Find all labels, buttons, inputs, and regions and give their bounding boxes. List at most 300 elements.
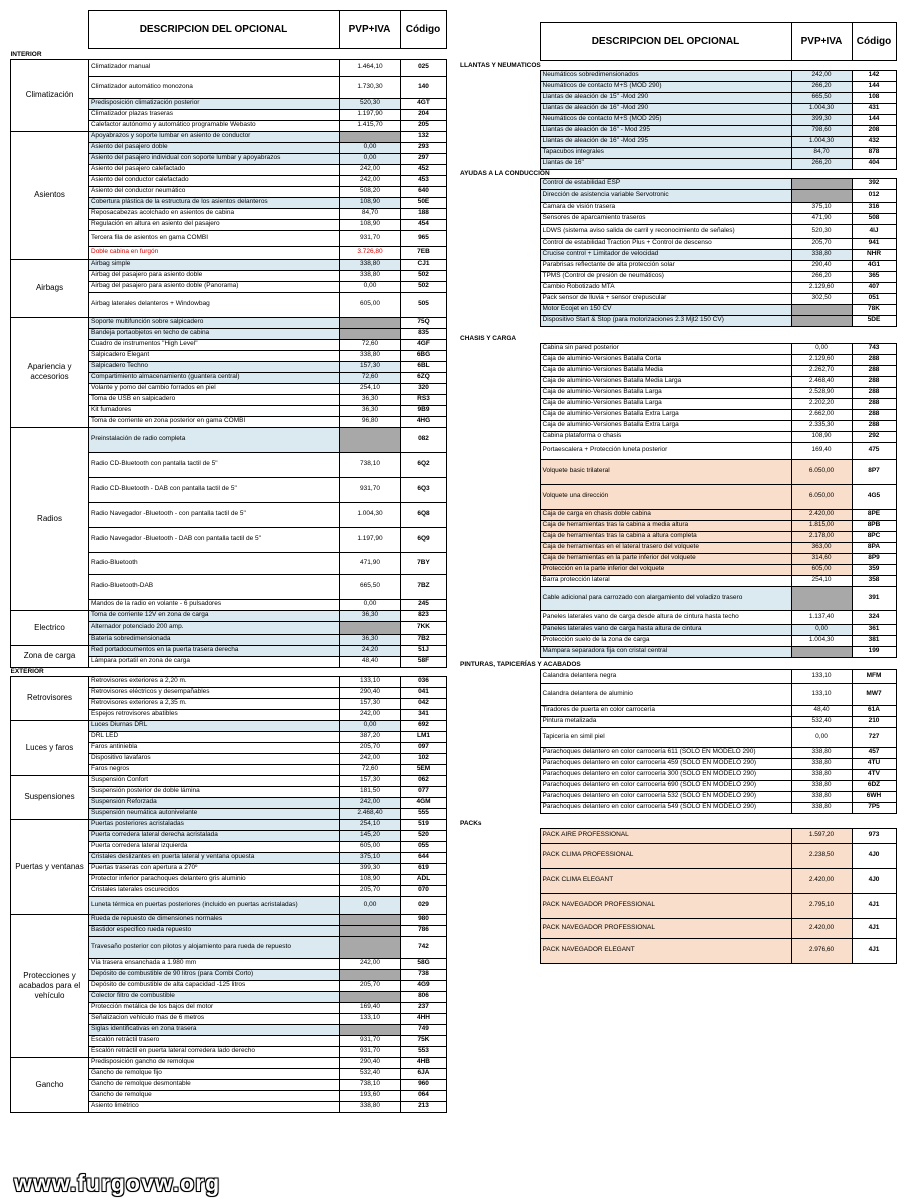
option-description: Retrovisores exteriores a 2,20 m. (89, 676, 340, 687)
option-description: Batería sobredimensionada (89, 634, 340, 645)
option-description: Suspensión neumática autonivelante (89, 808, 340, 819)
option-price: 338,80 (791, 747, 852, 758)
option-price: 205,70 (791, 238, 852, 249)
option-price: 3.726,80 (340, 246, 401, 259)
option-description: Siglas identificativas en zona trasera (89, 1024, 340, 1035)
option-code: 475 (852, 442, 896, 459)
option-description: Control de estabilidad ESP (540, 178, 791, 189)
option-price: 1.730,30 (340, 76, 401, 98)
option-price: 133,10 (340, 676, 401, 687)
option-price: 0,00 (340, 153, 401, 164)
option-description: Compartimiento almacenamiento (guantera central) (89, 372, 340, 383)
option-price: 532,40 (340, 1068, 401, 1079)
option-price: 2.129,60 (791, 282, 852, 293)
option-code: 204 (401, 109, 447, 120)
option-description: Portaescalera + Protección luneta posterior (540, 442, 791, 459)
option-price: 84,70 (791, 147, 852, 158)
option-description: Gancho de remolque fijo (89, 1068, 340, 1079)
option-code: 4J0 (852, 868, 896, 893)
option-description: Red portadocumentos en la puerta trasera derecha (89, 645, 340, 656)
option-price: 338,80 (791, 769, 852, 780)
option-price: 254,10 (340, 819, 401, 830)
option-description: Barra protección lateral (540, 575, 791, 586)
option-code: 7BZ (401, 574, 447, 599)
section-title: PINTURAS, TAPICERÍAS Y ACABADOS (460, 661, 581, 668)
option-description: Llantas de 16" (540, 158, 791, 169)
option-code: 144 (852, 114, 896, 125)
option-price: 798,60 (791, 125, 852, 136)
option-code: 4lJ (852, 224, 896, 238)
option-code: CJ1 (401, 259, 447, 270)
option-description: Caja de aluminio-Versiones Batalla Extra Larga (540, 409, 791, 420)
option-price: 290,40 (340, 687, 401, 698)
option-code: 208 (852, 125, 896, 136)
option-description: Preinstalación de radio completa (89, 427, 340, 452)
option-price: 2.976,60 (791, 938, 852, 963)
option-code: 051 (852, 293, 896, 304)
option-code: 077 (401, 786, 447, 797)
option-price: 1.197,90 (340, 109, 401, 120)
option-code: 293 (401, 142, 447, 153)
category-spacer (460, 343, 540, 657)
option-code: 359 (852, 564, 896, 575)
option-price: 36,30 (340, 610, 401, 621)
option-code: 835 (401, 328, 447, 339)
section-title: LLANTAS Y NEUMATICOS (460, 62, 541, 69)
option-price: 399,30 (791, 114, 852, 125)
option-code: 292 (852, 431, 896, 442)
option-description: Caja de aluminio-Versiones Batalla Extra Larga (540, 420, 791, 431)
option-price: 2.528,90 (791, 387, 852, 398)
option-code: ADL (401, 874, 447, 885)
option-description: Asiento del pasajero doble (89, 142, 340, 153)
option-description: Mandos de la radio en volante - 6 pulsadores (89, 599, 340, 610)
option-code: 502 (401, 281, 447, 292)
option-description: Asiento del conductor calefactado (89, 175, 340, 186)
option-description: Kit fumadores (89, 405, 340, 416)
option-code: 8PA (852, 542, 896, 553)
option-description: Neumáticos de contacto M+S (MOD 290) (540, 81, 791, 92)
option-description: Parachoques delantero en color carrocería 300 (SOLO EN MODELO 290) (540, 769, 791, 780)
option-code: 786 (401, 925, 447, 936)
option-description: Radio-Bluetooth-DAB (89, 574, 340, 599)
option-description: Climatizador manual (89, 59, 340, 76)
option-description: Radio CD-Bluetooth con pantalla tactil de 5" (89, 452, 340, 477)
option-price: 254,10 (791, 575, 852, 586)
option-price: 302,50 (791, 293, 852, 304)
option-price: 242,00 (340, 797, 401, 808)
section-row (11, 667, 447, 676)
option-description: Airbag del pasajero para asiento doble (89, 270, 340, 281)
option-code: 432 (852, 136, 896, 147)
option-code: 457 (852, 747, 896, 758)
option-code: 4J1 (852, 938, 896, 963)
option-price: 290,40 (340, 1057, 401, 1068)
option-description: Protección suelo de la zona de carga (540, 635, 791, 646)
category-label: Protecciones y acabados para el vehículo (11, 914, 89, 1057)
option-code: 036 (401, 676, 447, 687)
option-description: TPMS (Control de presión de neumáticos) (540, 271, 791, 282)
option-code: 431 (852, 103, 896, 114)
category-label: Luces y faros (11, 720, 89, 775)
option-price (791, 315, 852, 326)
option-price: 338,80 (340, 270, 401, 281)
option-code: 213 (401, 1101, 447, 1112)
option-price: 2.420,00 (791, 509, 852, 520)
option-code: 555 (401, 808, 447, 819)
option-code: 316 (852, 202, 896, 213)
option-description: PACK NAVEGADOR PROFESSIONAL (540, 918, 791, 938)
option-description: Caja de aluminio-Versiones Batalla Larga (540, 398, 791, 409)
option-description: Caja de aluminio-Versiones Batalla Media Larga (540, 376, 791, 387)
option-row (460, 669, 896, 683)
option-description: Cristales laterales oscurecidos (89, 885, 340, 896)
option-price: 6.050,00 (791, 459, 852, 484)
option-description: Cambio Robotizado MTA (540, 282, 791, 293)
option-code: 108 (852, 92, 896, 103)
option-code: 4GT (401, 98, 447, 109)
option-code: 6ZQ (401, 372, 447, 383)
option-description: Airbag simple (89, 259, 340, 270)
option-price: 205,70 (340, 742, 401, 753)
option-price: 532,40 (791, 716, 852, 727)
option-description: Llantas de aleación de 15" -Mod 290 (540, 92, 791, 103)
option-price: 931,70 (340, 477, 401, 502)
option-row (11, 775, 447, 786)
option-price: 2.129,60 (791, 354, 852, 365)
option-code: LM1 (401, 731, 447, 742)
option-code: 75Q (401, 317, 447, 328)
option-price: 108,90 (791, 431, 852, 442)
option-row (460, 343, 896, 354)
option-row (11, 610, 447, 621)
option-price: 0,00 (340, 142, 401, 153)
option-description: Asiento limétrico (89, 1101, 340, 1112)
option-description: Parachoques delantero en color carrocería 611 (SOLO EN MODELO 290) (540, 747, 791, 758)
option-price: 363,00 (791, 542, 852, 553)
option-description: Puertas posteriores acristaladas (89, 819, 340, 830)
option-code: 75K (401, 1035, 447, 1046)
option-code: 878 (852, 147, 896, 158)
option-price: 2.468,40 (791, 376, 852, 387)
option-description: Caja de aluminio-Versiones Batalla Corta (540, 354, 791, 365)
section-title: EXTERIOR (10, 668, 44, 675)
option-description: LDWS (sistema aviso salida de carril y reconocimiento de señales) (540, 224, 791, 238)
option-code: 4HH (401, 1013, 447, 1024)
option-description: Lámpara portatil en zona de carga (89, 656, 340, 667)
option-description: Tapacubos integrales (540, 147, 791, 158)
option-row (11, 131, 447, 142)
option-description: Parachoques delantero en color carrocería 549 (SOLO EN MODELO 290) (540, 802, 791, 813)
option-row (11, 427, 447, 452)
option-code: 640 (401, 186, 447, 197)
option-code: 502 (401, 270, 447, 281)
option-price (340, 936, 401, 958)
option-code: 8P7 (852, 459, 896, 484)
option-code: 823 (401, 610, 447, 621)
option-description: Puertas traseras con apertura a 270º (89, 863, 340, 874)
option-description: Llantas de aleación de 16" - Mod 295 (540, 125, 791, 136)
category-label: Radios (11, 427, 89, 610)
header-description: DESCRIPCION DEL OPCIONAL (88, 11, 339, 49)
option-code: 381 (852, 635, 896, 646)
option-description: Toma de corriente 12V en zona de carga (89, 610, 340, 621)
option-description: Tiradores de puerta en color carrocería (540, 705, 791, 716)
option-code: 358 (852, 575, 896, 586)
option-description: Tapicería en simil piel (540, 727, 791, 747)
option-price (340, 925, 401, 936)
option-code: 6Q9 (401, 527, 447, 552)
option-price: 133,10 (340, 1013, 401, 1024)
option-description: Dirección de asistencia variable Servotronic (540, 189, 791, 202)
option-description: PACK NAVEGADOR PROFESSIONAL (540, 893, 791, 918)
option-description: Cabina sin pared posterior (540, 343, 791, 354)
option-code: 61A (852, 705, 896, 716)
header-description: DESCRIPCION DEL OPCIONAL (540, 23, 791, 61)
option-description: Caja de carga en chasis doble cabina (540, 509, 791, 520)
option-description: Depósito de combustible de 90 litros (para Combi Corto) (89, 969, 340, 980)
option-description: Control de estabilidad Traction Plus + Control de descenso (540, 238, 791, 249)
option-code: 041 (401, 687, 447, 698)
option-price: 36,30 (340, 405, 401, 416)
option-description: Doble cabina en furgón (89, 246, 340, 259)
category-label: Zona de carga (11, 645, 89, 667)
option-code: 4G9 (401, 980, 447, 991)
option-description: Cuadro de instrumentos "High Level" (89, 339, 340, 350)
option-row (11, 317, 447, 328)
option-code: 6DZ (852, 780, 896, 791)
option-description: Soporte multifunción sobre salpicadero (89, 317, 340, 328)
category-spacer (460, 178, 540, 326)
option-description: Airbag laterales delanteros + Windowbag (89, 292, 340, 317)
right-header (460, 22, 897, 61)
option-price (340, 427, 401, 452)
option-price: 338,80 (791, 802, 852, 813)
option-price: 0,00 (340, 896, 401, 914)
option-code: 51J (401, 645, 447, 656)
option-description: Apoyabrazos y soporte lumbar en asiento de conductor (89, 131, 340, 142)
option-code: 341 (401, 709, 447, 720)
option-price: 0,00 (791, 727, 852, 747)
option-code: 7B2 (401, 634, 447, 645)
right-options-table (460, 61, 897, 964)
option-code: 58G (401, 958, 447, 969)
option-description: Parachoques delantero en color carrocería 532 (SOLO EN MODELO 290) (540, 791, 791, 802)
option-code: 520 (401, 830, 447, 841)
option-code: 324 (852, 610, 896, 624)
option-code: 8P9 (852, 553, 896, 564)
option-description: Volquete basic trilateral (540, 459, 791, 484)
option-description: Parachoques delantero en color carrocería 459 (SOLO EN MODELO 290) (540, 758, 791, 769)
option-price: 375,10 (791, 202, 852, 213)
option-description: Llantas de aleación de 16" -Mod 290 (540, 103, 791, 114)
option-description: Gancho de remolque desmontable (89, 1079, 340, 1090)
option-description: Rueda de repuesto de dimensiones normales (89, 914, 340, 925)
option-row (11, 1057, 447, 1068)
option-code: 4G1 (852, 260, 896, 271)
option-description: Asiento del conductor neumático (89, 186, 340, 197)
option-description: Suspensión posterior de doble lámina (89, 786, 340, 797)
option-description: Volquete una dirección (540, 484, 791, 509)
section-title: AYUDAS A LA CONDUCCIÓN (460, 170, 550, 177)
option-price: 1.464,10 (340, 59, 401, 76)
option-description: Radio-Bluetooth (89, 552, 340, 574)
option-price: 48,40 (340, 656, 401, 667)
option-code: 8PC (852, 531, 896, 542)
option-code: 140 (401, 76, 447, 98)
option-code: 727 (852, 727, 896, 747)
section-title: INTERIOR (10, 51, 42, 58)
option-price: 931,70 (340, 230, 401, 246)
category-label: Retrovisores (11, 676, 89, 720)
option-price: 1.137,40 (791, 610, 852, 624)
option-code: 4GM (401, 797, 447, 808)
option-code: 288 (852, 387, 896, 398)
option-row (11, 259, 447, 270)
option-code: MW7 (852, 683, 896, 705)
option-code: 5DE (852, 315, 896, 326)
option-code: 4TV (852, 769, 896, 780)
option-row (11, 819, 447, 830)
option-price: 242,00 (340, 709, 401, 720)
option-price: 108,90 (340, 219, 401, 230)
section-row (11, 49, 447, 59)
option-price: 605,00 (340, 841, 401, 852)
option-code: 288 (852, 409, 896, 420)
option-code: 453 (401, 175, 447, 186)
option-description: Alternador potenciado 200 amp. (89, 621, 340, 634)
option-price: 266,20 (791, 271, 852, 282)
option-code: 743 (852, 343, 896, 354)
option-price: 0,00 (340, 720, 401, 731)
option-code: 205 (401, 120, 447, 131)
option-description: Motor Ecojet en 150 CV (540, 304, 791, 315)
option-code: 025 (401, 59, 447, 76)
option-description: Caja de aluminio-Versiones Batalla Larga (540, 387, 791, 398)
option-description: Neumáticos de contacto M+S (MOD 295) (540, 114, 791, 125)
watermark: www.furgovw.org (14, 1170, 221, 1196)
option-row (460, 828, 896, 843)
option-code: 042 (401, 698, 447, 709)
option-description: Climatizador automático monozona (89, 76, 340, 98)
option-description: Retrovisores eléctricos y desempañables (89, 687, 340, 698)
option-description: Cable adicional para carrozado con alargamiento del voladizo trasero (540, 586, 791, 610)
option-description: Escalón retráctil en puerta lateral corredera lado derecho (89, 1046, 340, 1057)
option-description: Cabina plataforma o chasis (540, 431, 791, 442)
option-code: 062 (401, 775, 447, 786)
left-options-table (10, 49, 447, 1113)
option-row (11, 676, 447, 687)
option-description: Predisposición climatización posterior (89, 98, 340, 109)
option-code: 553 (401, 1046, 447, 1057)
option-description: Asiento del pasajero individual con soporte lumbar y apoyabrazos (89, 153, 340, 164)
option-price: 242,00 (791, 70, 852, 81)
option-price: 24,20 (340, 645, 401, 656)
option-price: 665,50 (340, 574, 401, 599)
option-price: 36,30 (340, 634, 401, 645)
option-description: DRL LED (89, 731, 340, 742)
option-description: Caja de herramientas en la parte inferior del volquete (540, 553, 791, 564)
option-description: Faros negros (89, 764, 340, 775)
option-description: Asiento del pasajero calefactado (89, 164, 340, 175)
option-description: Volante y pomo del cambio forrados en piel (89, 383, 340, 394)
option-description: Protección metálica de los bajos del motor (89, 1002, 340, 1013)
option-code: 454 (401, 219, 447, 230)
section-row (460, 61, 896, 70)
category-spacer (460, 669, 540, 813)
option-price: 193,60 (340, 1090, 401, 1101)
option-description: Colector filtro de combustible (89, 991, 340, 1002)
option-code: 404 (852, 158, 896, 169)
header-price: PVP+IVA (339, 11, 400, 49)
option-code: 4G5 (852, 484, 896, 509)
option-price: 133,10 (791, 683, 852, 705)
option-description: Calefactor autónomo y automático programable Webasto (89, 120, 340, 131)
category-label: Puertas y ventanas (11, 819, 89, 914)
option-code: 4HG (401, 416, 447, 427)
option-price: 338,80 (340, 350, 401, 361)
option-price: 1.815,00 (791, 520, 852, 531)
option-code: 941 (852, 238, 896, 249)
option-description: Radio Navegador -Bluetooth - con pantalla tactil de 5" (89, 502, 340, 527)
option-price (791, 304, 852, 315)
option-description: Salpicadero Elegant (89, 350, 340, 361)
option-code: 210 (852, 716, 896, 727)
option-code: 6WH (852, 791, 896, 802)
option-description: Crucise control + Limitador de velocidad (540, 249, 791, 260)
option-price: 738,10 (340, 452, 401, 477)
option-description: Dispositivo lavafaros (89, 753, 340, 764)
option-code: 361 (852, 624, 896, 635)
header-code: Código (852, 23, 896, 61)
option-code: 78K (852, 304, 896, 315)
option-description: PACK CLIMA ELEGANT (540, 868, 791, 893)
option-price: 6.050,00 (791, 484, 852, 509)
option-code: 4GF (401, 339, 447, 350)
option-description: Predisposición gancho de remolque (89, 1057, 340, 1068)
option-description: Caja de aluminio-Versiones Batalla Media (540, 365, 791, 376)
option-price (791, 178, 852, 189)
option-description: Radio CD-Bluetooth - DAB con pantalla tactil de 5" (89, 477, 340, 502)
option-code: 738 (401, 969, 447, 980)
option-description: Mampara separadora fija con cristal central (540, 646, 791, 657)
option-description: Reposacabezas acolchado en asientos de cabina (89, 208, 340, 219)
header-price: PVP+IVA (791, 23, 852, 61)
option-code: 142 (852, 70, 896, 81)
option-code: 5EM (401, 764, 447, 775)
option-code: 288 (852, 365, 896, 376)
option-price: 2.468,40 (340, 808, 401, 819)
option-description: PACK CLIMA PROFESSIONAL (540, 843, 791, 868)
option-price: 72,60 (340, 339, 401, 350)
category-label: Gancho (11, 1057, 89, 1112)
option-row (11, 914, 447, 925)
option-row (11, 645, 447, 656)
option-code: 4J1 (852, 918, 896, 938)
category-label: Electrico (11, 610, 89, 645)
option-price: 108,90 (340, 874, 401, 885)
option-price: 338,80 (340, 259, 401, 270)
option-price: 84,70 (340, 208, 401, 219)
option-price: 290,40 (791, 260, 852, 271)
option-code: 6BL (401, 361, 447, 372)
header-code: Código (400, 11, 446, 49)
option-code: 288 (852, 420, 896, 431)
option-description: Suspensión Confort (89, 775, 340, 786)
option-description: Cristales deslizantes en puerta lateral y ventana opuesta (89, 852, 340, 863)
option-description: Caja de herramientas tras la cabina a media altura (540, 520, 791, 531)
option-price: 338,80 (791, 791, 852, 802)
